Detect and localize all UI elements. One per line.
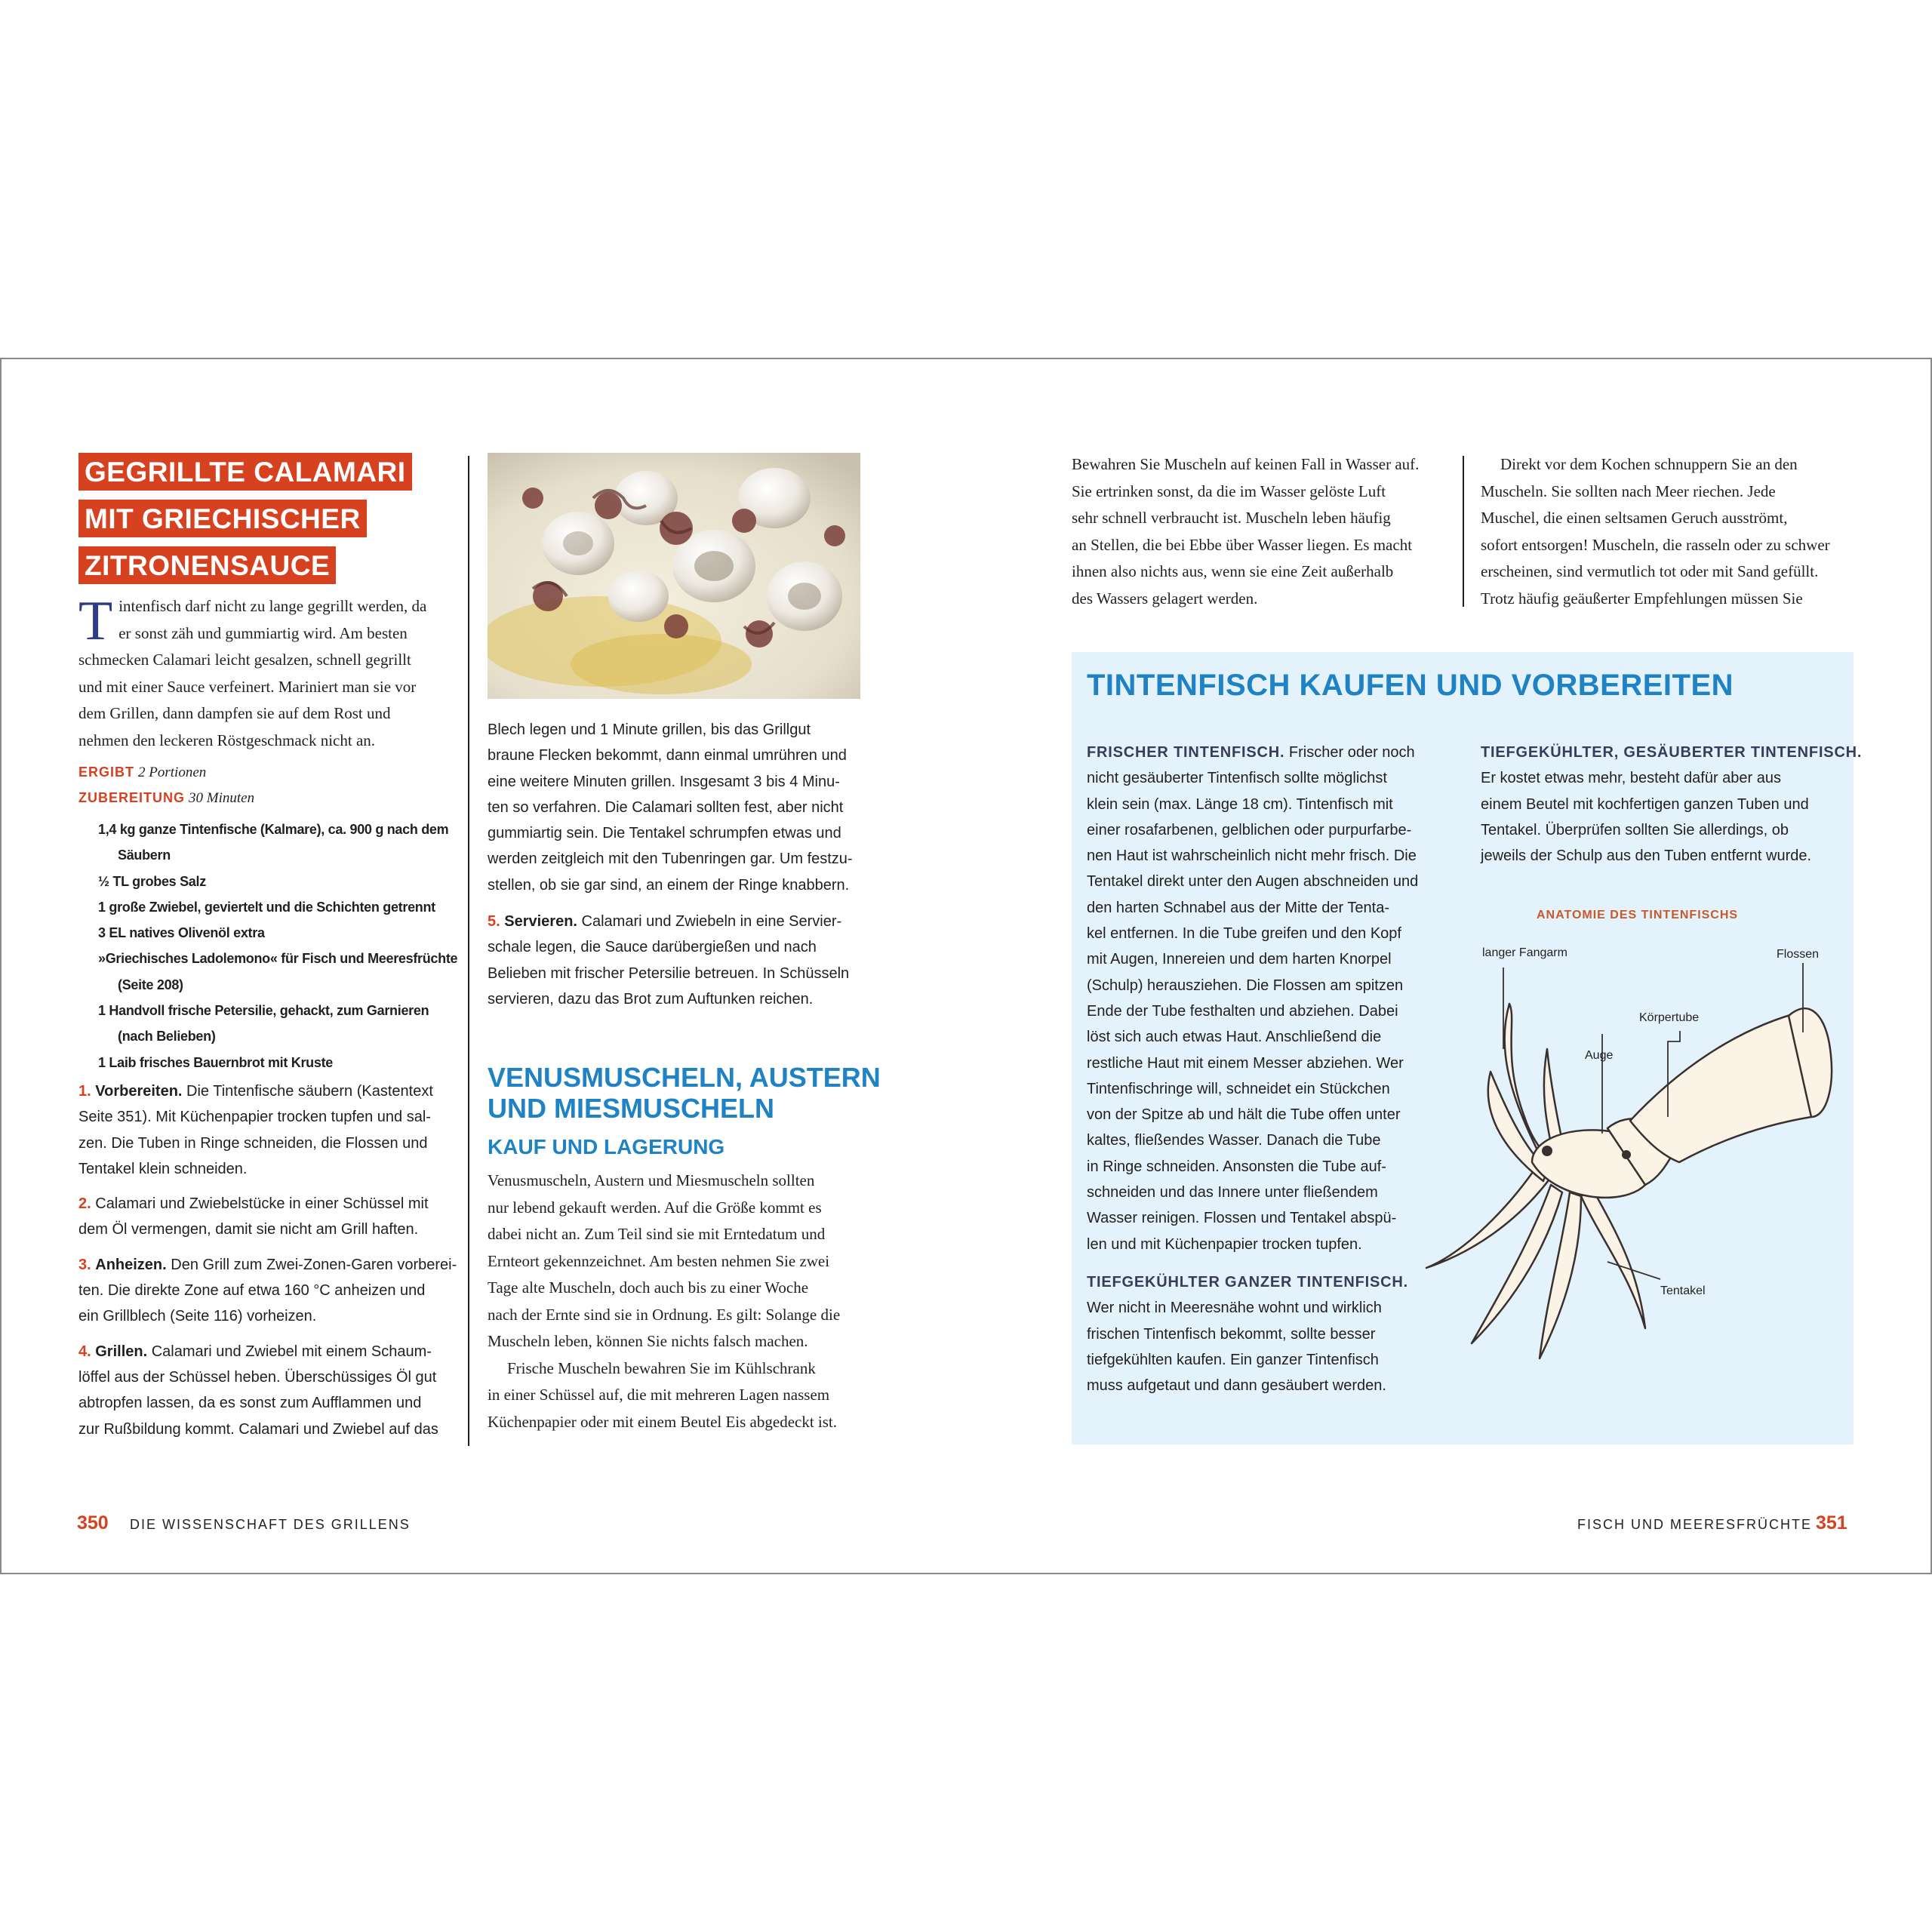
section-body: Venusmuscheln, Austern und Miesmuscheln sollten nur lebend gekauft werden. Auf die Größe kommt es dabei nicht an. Zum Teil sind sie mit Erntedatum und Ernteort gekennzeichnet. Am besten nehmen Sie zwei Tage alte Muscheln, doch auch bis zu einer Woche nach der Ernte sind sie in Ordnung. Es gilt: Solange die Muscheln leben, können Sie nichts falsch machen. Frische Muscheln bewahren Sie im Kühlschrank in einer Schüssel auf, die mit mehreren Lagen nassem Küchenpapier oder mit einem Beutel Eis abgedeckt ist. (488, 1171, 841, 1431)
left-column-1 (78, 590, 458, 1451)
title-line-1: GEGRILLTE CALAMARI (78, 453, 412, 491)
squid-illustration (1426, 1004, 1832, 1358)
ingredient-item: 1 Handvoll frische Petersilie, gehackt, zum Garnieren (98, 1003, 429, 1019)
frozen-clean-label: TIEFGEKÜHLTER, GESÄUBERTER TINTENFISCH. (1481, 744, 1863, 761)
step-4-continued: Blech legen und 1 Minute grillen, bis das Grillgut braune Flecken bekommt, dann einmal umrühren und eine weitere Minuten grillen. Insgesamt 3 bis 4 Minu- ten so verfahren. Die Calamari sollten fest, aber nicht gummiartig sein. Die Tentakel schrumpfen etwas und werden zeitgleich mit den Tubenringen gar. Um festzu- stellen, ob sie gar sind, an einem der Ringe knabbern. (488, 721, 853, 894)
ingredient-item: 3 EL natives Olivenöl extra (98, 925, 265, 941)
label-tentacles: Tentakel (1660, 1284, 1706, 1297)
label-fins: Flossen (1777, 948, 1820, 961)
ingredient-item: 1 Laib frisches Bauernbrot mit Kruste (98, 1054, 333, 1070)
page-number-right: 351 (1816, 1512, 1847, 1534)
ingredient-list (78, 817, 456, 1075)
ingredient-item: (Seite 208) (118, 977, 183, 992)
step-1: 1. Vorbereiten. Die Tintenfische säubern (Kastentext Seite 351). Mit Küchenpapier trocken tupfen und sal- zen. Die Tuben in Ringe schneiden, die Flossen und Tentakel klein schneiden. (78, 1082, 433, 1177)
label-eye: Auge (1585, 1049, 1614, 1062)
ingredient-item: »Griechisches Ladolemono« für Fisch und Meeresfrüchte (98, 951, 458, 967)
label-body: Körpertube (1639, 1011, 1700, 1024)
box-heading: TINTENFISCH KAUFEN UND VORBEREITEN (1087, 669, 1734, 702)
left-column-2 (488, 717, 881, 1435)
calamari-photo (488, 453, 860, 699)
ingredient-item: ½ TL grobes Salz (98, 873, 206, 889)
frozen-whole-label: TIEFGEKÜHLTER GANZER TINTENFISCH. (1087, 1273, 1409, 1291)
ingredient-item: 1 große Zwiebel, geviertelt und die Schichten getrennt (98, 899, 435, 915)
title-line-3: ZITRONENSAUCE (78, 546, 336, 584)
right-column-1: Bewahren Sie Muscheln auf keinen Fall in Wasser auf. Sie ertrinken sonst, da die im Wasser gelöste Luft sehr schnell verbraucht ist. Muscheln leben häufig an Stellen, die bei Ebbe über Wasser liegen. Es macht ihnen also nichts aus, wenn sie eine Zeit außerhalb des Wassers gelagert werden. (1072, 455, 1420, 608)
section-heading: VENUSMUSCHELN, AUSTERN UND MIESMUSCHELN (488, 1062, 881, 1124)
recipe-meta (78, 758, 456, 812)
box-column-2: TIEFGEKÜHLTER, GESÄUBERTER TINTENFISCH. Er kostet etwas mehr, besteht dafür aber aus einem Beutel mit kochfertigen ganzen Tuben und Tentakel. Überprüfen sollten Sie allerdings, ob jeweils der Schulp aus den Tuben entfernt wurde. (1481, 740, 1843, 869)
right-column-2: Direkt vor dem Kochen schnuppern Sie an den Muscheln. Sie sollten nach Meer riechen. Jede Muschel, die einen seltsamen Geruch ausströmt, sofort entsorgen! Muscheln, die rasseln oder zu schwer erscheinen, sind vermutlich tot oder mit Sand gefüllt. Trotz häufig geäußerter Empfehlungen müssen Sie (1481, 455, 1830, 608)
step-5: 5. Servieren. Calamari und Zwiebeln in eine Servier- schale legen, die Sauce darübergießen und nach Belieben mit frischer Petersilie betreuen. In Schüsseln servieren, dazu das Brot zum Auftunken reichen. (488, 913, 850, 1008)
step-3: 3. Anheizen. Den Grill zum Zwei-Zonen-Garen vorberei- ten. Die direkte Zone auf etwa 160 °C anheizen und ein Grillblech (Seite 116) vorheizen. (78, 1256, 457, 1325)
recipe-steps (78, 1078, 456, 1442)
title-line-2: MIT GRIECHISCHER (78, 500, 367, 537)
drop-cap: T (78, 590, 113, 652)
calamari-photo-illustration (488, 453, 860, 699)
prep-label: ZUBEREITUNG (78, 790, 185, 805)
yield-value: 2 Portionen (138, 764, 207, 780)
squid-diagram (1419, 936, 1841, 1374)
column-divider (1463, 456, 1464, 607)
step-2: 2. Calamari und Zwiebelstücke in einer Schüssel mit dem Öl vermengen, damit sie nicht am Grill haften. (78, 1195, 429, 1238)
label-arm: langer Fangarm (1482, 946, 1567, 959)
column-divider (468, 456, 469, 1446)
recipe-title (78, 453, 441, 593)
prep-value: 30 Minuten (189, 790, 255, 806)
page-number-left: 350 (77, 1512, 109, 1534)
ingredient-item: 1,4 kg ganze Tintenfische (Kalmare), ca. 900 g nach dem (98, 822, 449, 837)
diagram-title: ANATOMIE DES TINTENFISCHS (1537, 909, 1739, 921)
yield-label: ERGIBT (78, 764, 135, 780)
ingredient-item: (nach Belieben) (118, 1029, 216, 1044)
recipe-intro: T intenfisch darf nicht zu lange gegrillt werden, da er sonst zäh und gummiartig wird. Am besten schmecken Calamari leicht gesalzen, schnell gegrillt und mit einer Sauce verfeinert. Mariniert man sie vor dem Grillen, dann dampfen sie auf dem Rost und nehmen den leckeren Röstgeschmack nicht an. (78, 590, 427, 749)
step-4: 4. Grillen. Calamari und Zwiebel mit einem Schaum- löffel aus der Schüssel heben. Überschüssiges Öl gut abtropfen lassen, da es sonst zum Aufflammen und zur Rußbildung kommt. Calamari und Zwiebel auf das (78, 1343, 438, 1438)
box-column-1: FRISCHER TINTENFISCH. Frischer oder noch nicht gesäuberter Tintenfisch sollte möglichst klein sein (max. Länge 18 cm). Tintenfisch mit einer rosafarbenen, gelblichen oder purpurfarbe- nen Haut ist wahrscheinlich nicht mehr frisch. Die Tentakel direkt unter den Augen abschneiden und den harten Schnabel aus der Mitte der Tenta- kel entfernen. In die Tube greifen und den Kopf mit Augen, Innereien und dem harten Knorpel (Schulp) herausziehen. Die Flossen am spitzen Ende der Tube festhalten und abziehen. Dabei löst sich auch etwas Haut. Anschließend die restliche Haut mit einem Messer abziehen. Wer Tintenfischringe will, schneidet ein Stückchen von der Spitze ab und hält die Tube offen unter kaltes, fließendes Wasser. Danach die Tube in Ringe schneiden. Ansonsten die Tube auf- schneiden und das Innere unter fließendem Wasser reinigen. Flossen und Tentakel abspü- len und mit Küchenpapier trocken tupfen. TIEFGEKÜHLTER GANZER TINTENFISCH. Wer nicht in Meeresnähe wohnt und wirklich frischen Tintenfisch bekommt, sollte besser tiefgekühlten kaufen. Ein ganzer Tintenfisch muss aufgetaut und dann gesäubert werden. (1087, 740, 1464, 1398)
running-footer-right: FISCH UND MEERESFRÜCHTE (1577, 1517, 1813, 1532)
running-footer-left: DIE WISSENSCHAFT DES GRILLENS (130, 1517, 411, 1532)
fresh-label: FRISCHER TINTENFISCH. (1087, 744, 1285, 761)
section-subheading: KAUF UND LAGERUNG (488, 1135, 725, 1159)
ingredient-item: Säubern (118, 848, 171, 863)
